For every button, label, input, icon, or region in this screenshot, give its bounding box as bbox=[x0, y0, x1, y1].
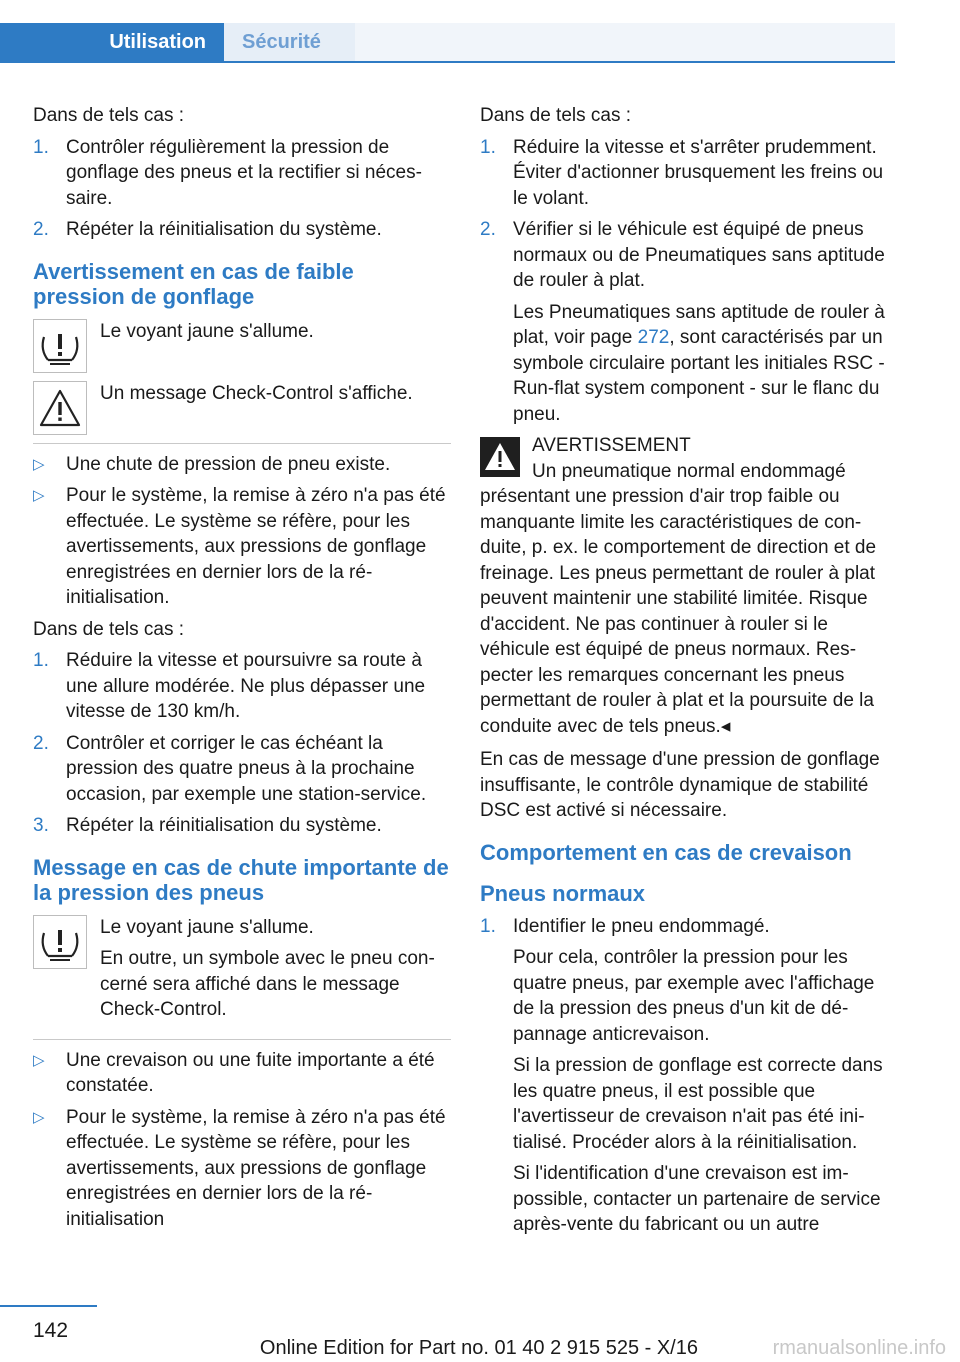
indicator-text: Le voyant jaune s'allume. bbox=[100, 320, 314, 342]
step-text: Identifier le pneu endommagé. bbox=[513, 915, 770, 937]
tire-pressure-warning-icon bbox=[33, 319, 87, 373]
step-number: 2. bbox=[480, 219, 496, 240]
subtext-b: , sont caractérisés par un symbole circulaire portant les initiales RSC - Run-flat system component - sur le flanc du pneu. bbox=[513, 327, 885, 425]
check-control-row bbox=[33, 381, 451, 437]
intro-text: Dans de tels cas : bbox=[480, 105, 632, 126]
footer-rule bbox=[0, 1305, 97, 1307]
dsc-paragraph: En cas de message d'une pression de gonflage insuffisante, le contrôle dynamique de stabilité DSC est activé si nécessaire. bbox=[480, 749, 880, 821]
step-subtext bbox=[513, 300, 900, 428]
step-text: Contrôler et corriger le cas échéant la pression des quatre pneus à la prochaine occasion, par exemple une station-service. bbox=[66, 732, 427, 805]
indicator-extra-text bbox=[33, 946, 451, 1023]
tab-bar-background bbox=[338, 23, 895, 61]
bullet-text: Une crevaison ou une fuite importante a été constatée. bbox=[66, 1049, 435, 1096]
step-number: 2. bbox=[33, 732, 49, 754]
conditions-list-1 bbox=[33, 452, 451, 611]
step-number: 1. bbox=[480, 915, 496, 937]
step-text: Vérifier si le véhicule est équipé de pneus normaux ou de Pneumatiques sans aptitude de rouler à plat. bbox=[513, 219, 885, 291]
bullet-text: Pour le système, la remise à zéro n'a pas été effectuée. Le système se réfère, pour les avertissements, aux pressions de gonflage enregistrées en dernier lors de la réinitialisation. bbox=[66, 485, 446, 608]
triangle-bullet-icon: ▷ bbox=[33, 1051, 45, 1069]
section-heading-pneus-normaux: Pneus normaux bbox=[480, 880, 646, 906]
indicator-text: Le voyant jaune s'allume. bbox=[100, 916, 314, 938]
subtext-a: Les Pneumatiques sans aptitude de rouler à plat, voir page bbox=[513, 301, 885, 348]
indicator-extra: En outre, un symbole avec le pneu concerné sera affiché dans le message Check-Control. bbox=[100, 948, 435, 1020]
list-item bbox=[33, 648, 451, 725]
warning-triangle-icon bbox=[480, 437, 520, 477]
step-subtext: Si l'identification d'une crevaison est impossible, contacter un partenaire de service après-vente du fabricant ou un autre bbox=[513, 1163, 881, 1235]
page-number: 142 bbox=[33, 1319, 69, 1342]
check-control-text: Un message Check-Control s'affiche. bbox=[100, 382, 413, 404]
step-subtext: Si la pression de gonflage est correcte dans les quatre pneus, il est possible que l'avertisseur de crevaison n'ait pas été initialisé. Procéder alors à la réinitialisation. bbox=[513, 1055, 883, 1153]
section-heading-pressure-drop: Message en cas de chute importante de la pression des pneus bbox=[33, 854, 449, 905]
triangle-bullet-icon: ▷ bbox=[33, 1108, 45, 1126]
triangle-bullet-icon: ▷ bbox=[33, 455, 45, 473]
step-text: Contrôler régulièrement la pression de gonflage des pneus et la rectifier si nécessaire. bbox=[66, 136, 422, 209]
tab-utilisation[interactable]: Utilisation bbox=[0, 23, 224, 61]
bullet-text: Une chute de pression de pneu existe. bbox=[66, 453, 391, 475]
header-tabs bbox=[0, 23, 895, 63]
indicator-row-yellow-2 bbox=[33, 915, 451, 1023]
step-text: Répéter la réinitialisation du système. bbox=[66, 815, 382, 836]
step-number: 3. bbox=[33, 815, 49, 836]
steps-list-2 bbox=[33, 648, 451, 839]
intro-text: Dans de tels cas : bbox=[33, 105, 185, 126]
divider bbox=[33, 443, 451, 444]
list-item bbox=[33, 217, 451, 243]
list-item bbox=[33, 452, 451, 478]
section-heading-low-pressure: Avertissement en cas de faible pression de gonflage bbox=[33, 258, 354, 309]
steps-list-1 bbox=[33, 135, 451, 243]
step-text: Répéter la réinitialisation du système. bbox=[66, 219, 382, 240]
steps-list-right bbox=[480, 135, 900, 428]
list-item bbox=[33, 1048, 451, 1099]
intro-text: Dans de tels cas : bbox=[33, 618, 185, 640]
step-number: 2. bbox=[33, 219, 49, 240]
list-item bbox=[480, 217, 900, 427]
watermark: rmanualsonline.info bbox=[772, 1337, 946, 1359]
warning-title: AVERTISSEMENT bbox=[532, 435, 691, 456]
list-item bbox=[480, 135, 900, 212]
right-column bbox=[480, 103, 900, 1244]
list-item bbox=[33, 135, 451, 212]
tab-securite[interactable]: Sécurité bbox=[224, 23, 355, 61]
step-number: 1. bbox=[480, 136, 496, 158]
list-item bbox=[480, 914, 900, 1238]
tire-pressure-warning-icon bbox=[33, 915, 87, 969]
step-subtext: Pour cela, contrôler la pression pour les quatre pneus, par exemple avec l'affichage de la pression des pneus d'un kit de dépannage anticrevaison. bbox=[513, 947, 875, 1045]
section-heading-crevaison: Comportement en cas de crevaison bbox=[480, 839, 852, 865]
left-column bbox=[33, 103, 451, 1238]
list-item bbox=[33, 731, 451, 808]
step-text: Réduire la vitesse et poursuivre sa route à une allure modérée. Ne plus dépasser une vitesse de 130 km/h. bbox=[66, 650, 426, 722]
list-item bbox=[33, 1105, 451, 1233]
divider bbox=[33, 1039, 451, 1040]
bullet-text: Pour le système, la remise à zéro n'a pas été effectuée. Le système se réfère, pour les avertissements, aux pressions de gonflage enregistrées en dernier lors de la réinitialisation bbox=[66, 1106, 446, 1230]
page-link-272[interactable]: 272 bbox=[637, 327, 670, 348]
indicator-row-yellow bbox=[33, 319, 451, 375]
warning-triangle-icon bbox=[33, 381, 87, 435]
list-item bbox=[33, 813, 451, 839]
warning-block bbox=[480, 433, 900, 739]
step-text: Réduire la vitesse et s'arrêter prudemment. Éviter d'actionner brusquement les freins ou le volant. bbox=[513, 136, 884, 209]
list-item bbox=[33, 483, 451, 611]
triangle-bullet-icon: ▷ bbox=[33, 487, 45, 504]
step-number: 1. bbox=[33, 650, 49, 671]
conditions-list-2 bbox=[33, 1048, 451, 1233]
warning-text: Un pneumatique normal endommagé présentant une pression d'air trop faible ou manquante limite les caractéristiques de conduite, p. ex. le comportement de direction et de freinage. Les pneus permettant de rouler à plat peuvent maintenir une stabilité limitée. Risque d'accident. Ne pas continuer à rouler si le véhicule est équipé de pneus normaux. Respecter les remarques concernant les pneus permettant de rouler à plat et la poursuite de la conduite avec de tels pneus.◂ bbox=[480, 460, 877, 737]
steps-list-crevaison bbox=[480, 914, 900, 1238]
step-number: 1. bbox=[33, 136, 49, 158]
edition-note: Online Edition for Part no. 01 40 2 915 525 - X/16 bbox=[259, 1337, 698, 1359]
